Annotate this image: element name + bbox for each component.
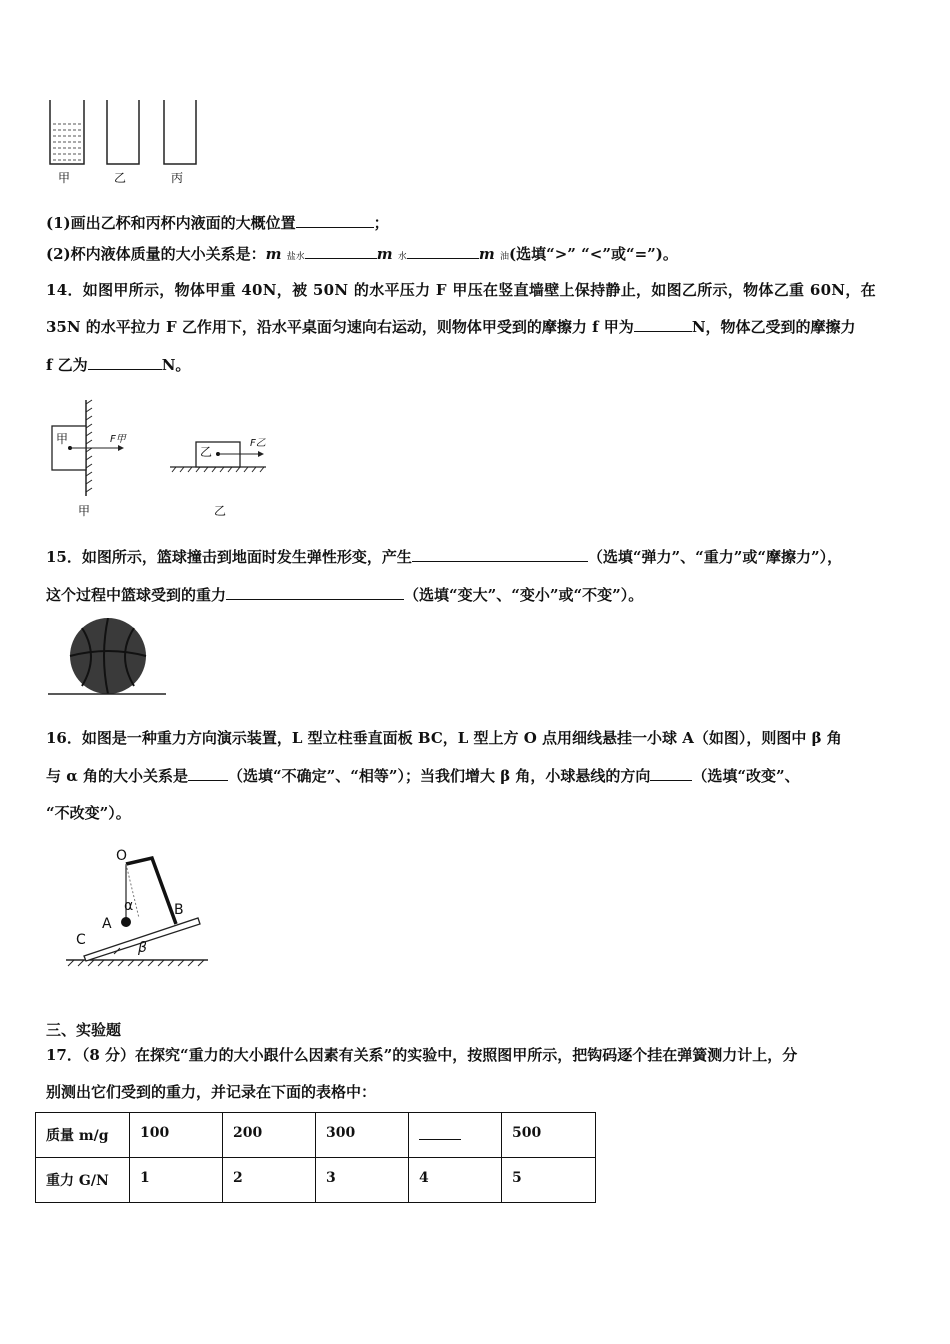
block-jia-label: 甲 <box>56 432 69 446</box>
table-cell: 3 <box>316 1158 409 1203</box>
table-cell: 500 <box>502 1113 596 1158</box>
gravity-device-figure <box>64 848 214 970</box>
answer-blank[interactable] <box>305 244 377 259</box>
q16-line2 <box>46 766 800 786</box>
table-row <box>36 1113 596 1158</box>
q15-line2 <box>46 585 643 605</box>
answer-blank[interactable] <box>188 766 228 781</box>
q15-line1-end: （选填“弹力”、“重力”或“摩擦力”）， <box>587 548 843 566</box>
mass-header: 质量 m/g <box>36 1113 130 1158</box>
q17-line1: 17．（8 分）在探究“重力的大小跟什么因素有关系”的实验中，按照图甲所示，把钩码逐个挂在弹簧测力计上，分 <box>46 1046 798 1064</box>
q17-line2: 别测出它们受到的重力，并记录在下面的表格中： <box>46 1083 377 1101</box>
q13-part1-text: (1)画出乙杯和丙杯内液面的大概位置 <box>46 214 296 232</box>
subscript-oil: 油 <box>500 252 510 262</box>
answer-blank[interactable] <box>226 585 404 600</box>
fig-caption-jia: 甲 <box>78 504 91 518</box>
table-cell: 300 <box>316 1113 409 1158</box>
mass-symbol: m <box>265 245 282 263</box>
basketball-figure <box>48 618 168 696</box>
friction-figure <box>48 396 288 521</box>
fig-caption-yi: 乙 <box>214 504 227 518</box>
answer-blank[interactable] <box>296 213 374 228</box>
q16-line2-text: 与 α 角的大小关系是 <box>46 767 188 785</box>
cup-label-yi: 乙 <box>114 171 127 185</box>
table-cell: 4 <box>409 1158 502 1203</box>
basketball-diagram <box>48 618 168 696</box>
cup-label-jia: 甲 <box>58 171 71 185</box>
answer-blank[interactable] <box>634 317 692 332</box>
alpha-label: α <box>124 898 134 914</box>
q13-part1-end: ； <box>373 214 389 232</box>
q16-line2-end: （选填“改变”、 <box>692 767 800 785</box>
q15-line1-text: 15．如图所示，篮球撞击到地面时发生弹性形变，产生 <box>46 548 412 566</box>
table-cell: 2 <box>223 1158 316 1203</box>
answer-blank[interactable] <box>407 244 479 259</box>
cup-label-bing: 丙 <box>171 171 184 185</box>
q13-part1 <box>46 213 389 233</box>
table-cell: 100 <box>130 1113 223 1158</box>
q16-line2-mid: （选填“不确定”、“相等”）；当我们增大 β 角，小球悬线的方向 <box>228 767 651 785</box>
answer-blank[interactable] <box>419 1125 461 1140</box>
force-jia-label: F甲 <box>110 434 126 445</box>
cups-figure <box>46 98 206 188</box>
section-title: 三、实验题 <box>46 1021 122 1039</box>
point-c-label: C <box>76 932 86 948</box>
answer-blank[interactable] <box>650 766 692 781</box>
q14-line3 <box>46 355 190 375</box>
table-cell: 5 <box>502 1158 596 1203</box>
answer-blank[interactable] <box>88 355 162 370</box>
table-cell-blank[interactable] <box>409 1113 502 1158</box>
point-o-label: O <box>116 848 128 864</box>
q16-line3: “不改变”）。 <box>46 804 131 822</box>
beta-label: β <box>138 940 147 956</box>
q15-line2-end: （选填“变大”、“变小”或“不变”）。 <box>404 586 644 604</box>
q13-part2-suffix: (选填“>” “<”或“=”)。 <box>509 245 678 263</box>
q15-line1 <box>46 547 842 567</box>
block-yi-label: 乙 <box>200 445 213 459</box>
mass-symbol: m <box>376 245 393 263</box>
q15-line2-text: 这个过程中篮球受到的重力 <box>46 586 227 604</box>
force-yi-label: F乙 <box>250 438 266 449</box>
mass-symbol: m <box>478 245 495 263</box>
q13-part2-prefix: (2)杯内液体质量的大小关系是： <box>46 245 266 263</box>
q14-line2-end: N，物体乙受到的摩擦力 <box>691 318 856 336</box>
point-a-label: A <box>102 916 112 932</box>
answer-blank[interactable] <box>412 547 588 562</box>
subscript-water: 水 <box>397 252 407 262</box>
table-row <box>36 1158 596 1203</box>
q16-line1: 16．如图是一种重力方向演示装置，L 型立柱垂直面板 BC，L 型上方 O 点用细线悬挂一小球 A（如图），则图中 β 角 <box>46 729 842 747</box>
subscript-saltwater: 盐水 <box>286 252 305 262</box>
q14-line2 <box>46 317 856 337</box>
weight-header: 重力 G/N <box>36 1158 130 1203</box>
q14-line1: 14．如图甲所示，物体甲重 40N，被 50N 的水平压力 F 甲压在竖直墙壁上保持静止，如图乙所示，物体乙重 60N，在 <box>46 281 876 299</box>
data-table <box>35 1112 596 1203</box>
q14-line3-text: f 乙为 <box>46 356 88 374</box>
table-cell: 200 <box>223 1113 316 1158</box>
table-cell: 1 <box>130 1158 223 1203</box>
q13-part2 <box>46 244 678 267</box>
q14-line3-end: N。 <box>161 356 191 374</box>
point-b-label: B <box>174 902 184 918</box>
q14-line2-text: 35N 的水平拉力 F 乙作用下，沿水平桌面匀速向右运动，则物体甲受到的摩擦力 f 甲为 <box>46 318 634 336</box>
